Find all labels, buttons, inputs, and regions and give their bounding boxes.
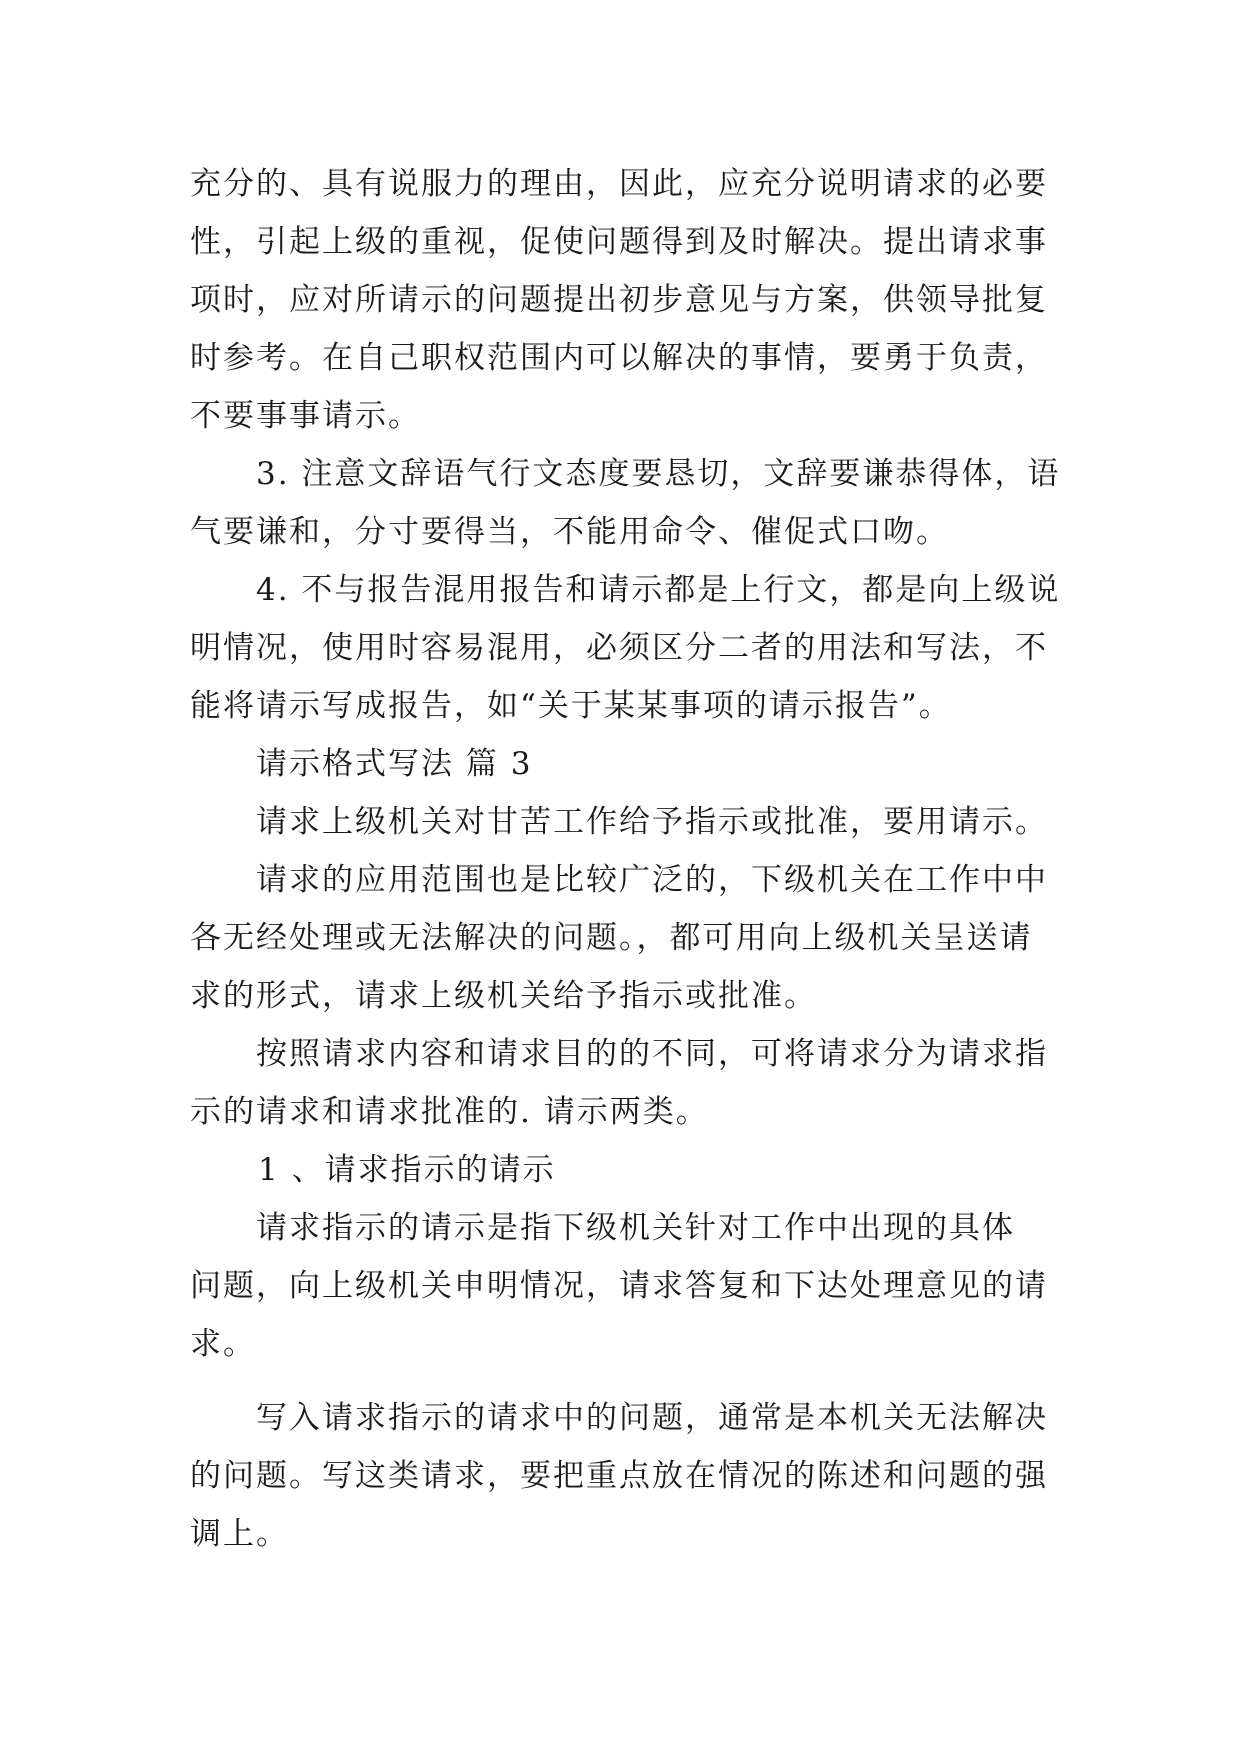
text-line: 3. 注意文辞语气行文态度要恳切，文辞要谦恭得体，语 [256, 456, 1061, 492]
text-line: 各无经处理或无法解决的问题。，都可用向上级机关呈送请 [190, 920, 1033, 956]
text-line: 问题，向上级机关申明情况，请求答复和下达处理意见的请 [190, 1268, 1048, 1304]
text-line: 请求上级机关对甘苦工作给予指示或批准，要用请示。 [256, 804, 1048, 840]
text-line: 求的形式，请求上级机关给予指示或批准。 [190, 978, 817, 1014]
text-line: 求。 [190, 1326, 256, 1362]
text-line: 请求指示的请示是指下级机关针对工作中出现的具体 [256, 1210, 1015, 1246]
section-heading: 请示格式写法 篇 3 [256, 746, 533, 782]
text-line: 写入请求指示的请求中的问题，通常是本机关无法解决 [256, 1400, 1048, 1436]
text-line: 的问题。写这类请求，要把重点放在情况的陈述和问题的强 [190, 1458, 1048, 1494]
text-line: 示的请求和请求批准的. 请示两类。 [190, 1094, 709, 1130]
text-line: 不要事事请示。 [190, 398, 421, 434]
text-line: 性，引起上级的重视，促使问题得到及时解决。提出请求事 [190, 224, 1048, 260]
text-line: 按照请求内容和请求目的的不同，可将请求分为请求指 [256, 1036, 1048, 1072]
text-line: 能将请示写成报告，如“关于某某事项的请示报告”。 [190, 688, 952, 724]
text-line: 气要谦和，分寸要得当，不能用命令、催促式口吻。 [190, 514, 949, 550]
text-line: 明情况，使用时容易混用，必须区分二者的用法和写法，不 [190, 630, 1048, 666]
text-line: 4. 不与报告混用报告和请示都是上行文，都是向上级说 [256, 572, 1061, 608]
text-line: 项时，应对所请示的问题提出初步意见与方案，供领导批复 [190, 282, 1048, 318]
text-line: 调上。 [190, 1516, 289, 1552]
text-line: 充分的、具有说服力的理由，因此，应充分说明请求的必要 [190, 166, 1048, 202]
text-line: 时参考。在自己职权范围内可以解决的事情，要勇于负责， [190, 340, 1048, 376]
text-line: 请求的应用范围也是比较广泛的，下级机关在工作中中 [256, 862, 1048, 898]
subsection-heading: 1 、请求指示的请示 [258, 1152, 556, 1188]
